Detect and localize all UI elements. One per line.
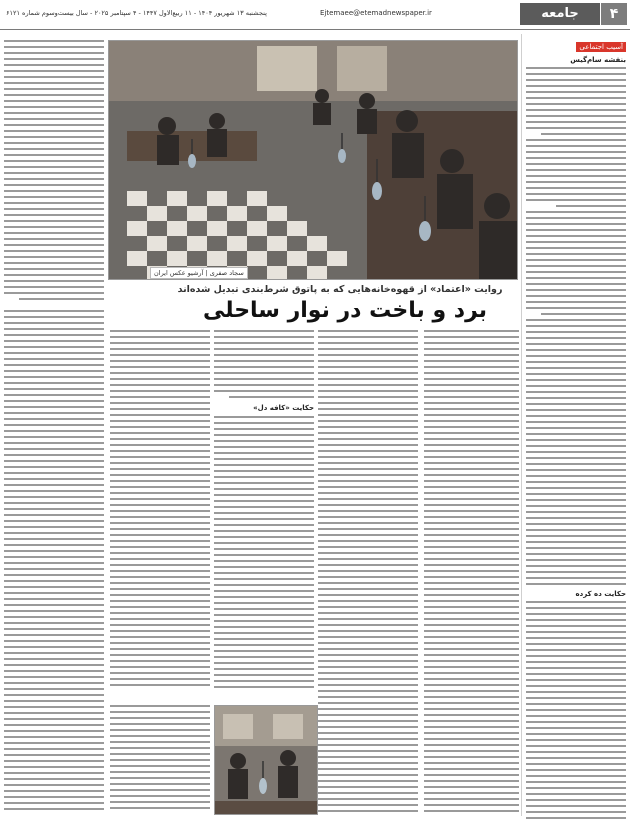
body-column-3 bbox=[214, 330, 314, 700]
body-column-4-bottom bbox=[110, 705, 210, 815]
issue-date-line: پنجشنبه ۱۳ شهریور ۱۴۰۴ - ۱۱ ربیع‌الاول ۱۴۴۷ - ۴ سپتامبر ۲۰۲۵ - سال بیست‌وسوم شماره ۶۱۲۱ bbox=[6, 9, 267, 17]
right-column-text bbox=[526, 67, 626, 587]
section-title: جامعه bbox=[520, 3, 600, 25]
body-column-4 bbox=[110, 330, 210, 700]
category-label: آسیب اجتماعی bbox=[576, 42, 626, 52]
second-photo bbox=[214, 705, 318, 815]
body-column-2 bbox=[318, 330, 418, 815]
right-column-subhead: حکایت ده کرده bbox=[575, 590, 626, 598]
body-column-1 bbox=[424, 330, 519, 815]
article-kicker: روایت «اعتماد» از قهوه‌خانه‌هایی که به پاتوق شرط‌بندی تبدیل شده‌اند bbox=[177, 284, 503, 295]
page-header bbox=[0, 0, 630, 30]
right-column-text-2 bbox=[526, 601, 626, 820]
section-email: Ejtemaee@etemadnewspaper.ir bbox=[320, 9, 432, 17]
author-byline: بنفشه سام‌گیس bbox=[570, 56, 626, 64]
left-lower-text bbox=[4, 310, 104, 815]
cafe-scene-image bbox=[108, 41, 517, 280]
cafe-interior-image bbox=[214, 706, 317, 815]
body-subhead-1: حکایت «کافه دل» bbox=[253, 404, 314, 412]
article-headline: برد و باخت در نوار ساحلی bbox=[202, 298, 488, 323]
left-top-text bbox=[4, 40, 104, 305]
main-photo bbox=[108, 40, 518, 280]
right-column bbox=[526, 34, 626, 814]
photo-caption: سجاد صفری | آرشیو عکس ایران bbox=[150, 267, 248, 279]
page-number: ۴ bbox=[601, 3, 627, 25]
